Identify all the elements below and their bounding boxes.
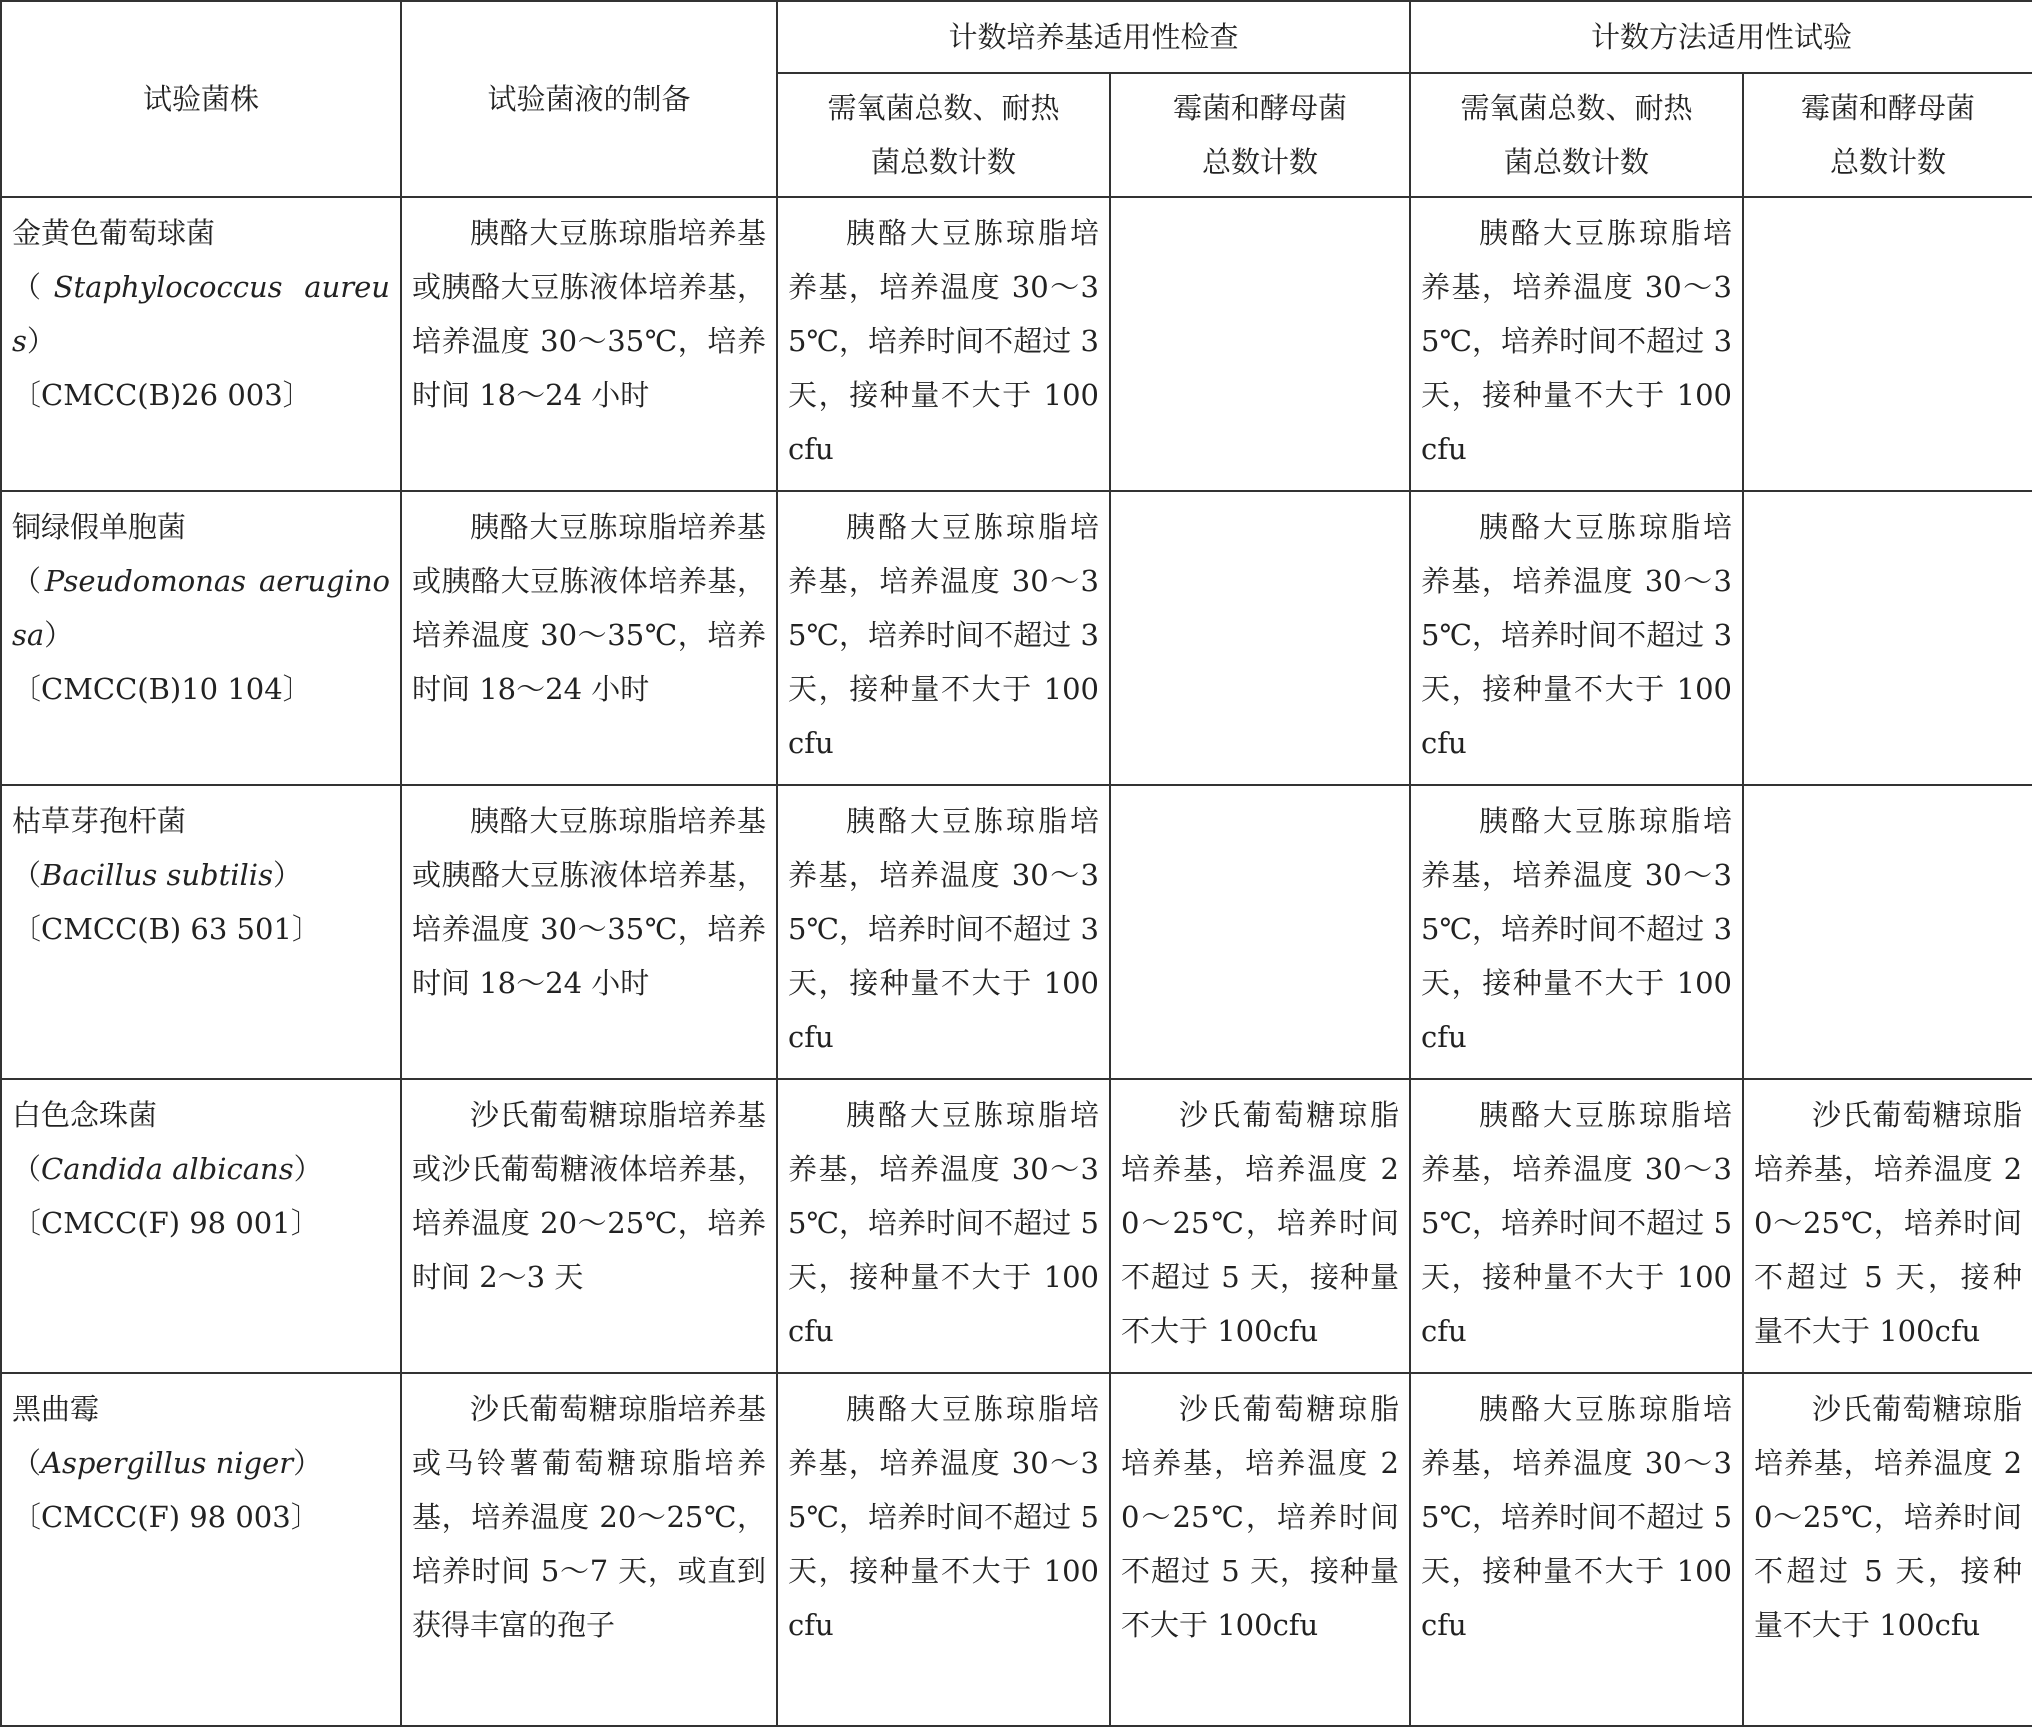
strain-name-latin: Bacillus subtilis: [41, 858, 273, 892]
strain-cell: 白色念珠菌 （Candida albicans） 〔CMCC(F) 98 001〕: [1, 1079, 401, 1373]
table-row: [1, 785, 2032, 1079]
table-row: [1, 1373, 2032, 1726]
strain-code: 〔CMCC(F) 98 001〕: [12, 1206, 320, 1240]
strain-name-cn: 黑曲霉: [12, 1392, 100, 1426]
method-aerobic-cell: 胰酪大豆胨琼脂培养基，培养温度 30～35℃，培养时间不超过 3 天，接种量不大于 100cfu: [1410, 197, 1743, 491]
table-row: [1, 197, 2032, 491]
header-method-aerobic: 需氧菌总数、耐热菌总数计数: [1410, 73, 1743, 197]
strain-name-cn: 金黄色葡萄球菌: [12, 216, 216, 250]
method-aerobic-cell: 胰酪大豆胨琼脂培养基，培养温度 30～35℃，培养时间不超过 3 天，接种量不大于 100cfu: [1410, 491, 1743, 785]
medium-aerobic-cell: 胰酪大豆胨琼脂培养基，培养温度 30～35℃，培养时间不超过 3 天，接种量不大于 100cfu: [777, 491, 1110, 785]
strain-name-cn: 枯草芽孢杆菌: [12, 804, 187, 838]
header-prep: 试验菌液的制备: [401, 1, 777, 197]
method-aerobic-cell: 胰酪大豆胨琼脂培养基，培养温度 30～35℃，培养时间不超过 3 天，接种量不大于 100cfu: [1410, 785, 1743, 1079]
method-mold-cell: 沙氏葡萄糖琼脂培养基，培养温度 20～25℃，培养时间不超过 5 天，接种量不大于 100cfu: [1743, 1373, 2032, 1726]
strain-name-latin: Candida albicans: [41, 1152, 294, 1186]
header-strain: 试验菌株: [1, 1, 401, 197]
medium-aerobic-cell: 胰酪大豆胨琼脂培养基，培养温度 30～35℃，培养时间不超过 3 天，接种量不大于 100cfu: [777, 785, 1110, 1079]
header-medium-mold: 霉菌和酵母菌总数计数: [1110, 73, 1410, 197]
prep-cell: 沙氏葡萄糖琼脂培养基或马铃薯葡萄糖琼脂培养基，培养温度 20～25℃，培养时间 5～7 天，或直到获得丰富的孢子: [401, 1373, 777, 1726]
strain-name-cn: 铜绿假单胞菌: [12, 510, 187, 544]
strain-code: 〔CMCC(F) 98 003〕: [12, 1500, 320, 1534]
header-method-mold: 霉菌和酵母菌总数计数: [1743, 73, 2032, 197]
strain-cell: 金黄色葡萄球菌 （Staphylococcus aureus） 〔CMCC(B)26 003〕: [1, 197, 401, 491]
strain-cell: 黑曲霉 （Aspergillus niger） 〔CMCC(F) 98 003〕: [1, 1373, 401, 1726]
strain-code: 〔CMCC(B)26 003〕: [12, 378, 312, 412]
medium-mold-cell: [1110, 785, 1410, 1079]
strain-name-latin: Aspergillus niger: [41, 1446, 294, 1480]
header-medium-aerobic: 需氧菌总数、耐热菌总数计数: [777, 73, 1110, 197]
strain-cell: 铜绿假单胞菌 （Pseudomonas aeruginosa） 〔CMCC(B)10 104〕: [1, 491, 401, 785]
prep-cell: 胰酪大豆胨琼脂培养基或胰酪大豆胨液体培养基，培养温度 30～35℃，培养时间 18～24 小时: [401, 491, 777, 785]
table-row: [1, 1079, 2032, 1373]
header-medium-suitability: 计数培养基适用性检查: [777, 1, 1410, 73]
header-method-suitability: 计数方法适用性试验: [1410, 1, 2032, 73]
prep-cell: 沙氏葡萄糖琼脂培养基或沙氏葡萄糖液体培养基，培养温度 20～25℃，培养时间 2～3 天: [401, 1079, 777, 1373]
prep-cell: 胰酪大豆胨琼脂培养基或胰酪大豆胨液体培养基，培养温度 30～35℃，培养时间 18～24 小时: [401, 785, 777, 1079]
medium-mold-cell: 沙氏葡萄糖琼脂培养基，培养温度 20～25℃，培养时间不超过 5 天，接种量不大于 100cfu: [1110, 1079, 1410, 1373]
medium-aerobic-cell: 胰酪大豆胨琼脂培养基，培养温度 30～35℃，培养时间不超过 3 天，接种量不大于 100cfu: [777, 197, 1110, 491]
medium-mold-cell: 沙氏葡萄糖琼脂培养基，培养温度 20～25℃，培养时间不超过 5 天，接种量不大于 100cfu: [1110, 1373, 1410, 1726]
strain-code: 〔CMCC(B)10 104〕: [12, 672, 312, 706]
medium-mold-cell: [1110, 197, 1410, 491]
medium-aerobic-cell: 胰酪大豆胨琼脂培养基，培养温度 30～35℃，培养时间不超过 5 天，接种量不大于 100cfu: [777, 1079, 1110, 1373]
table-row: [1, 491, 2032, 785]
method-mold-cell: 沙氏葡萄糖琼脂培养基，培养温度 20～25℃，培养时间不超过 5 天，接种量不大于 100cfu: [1743, 1079, 2032, 1373]
strain-code: 〔CMCC(B) 63 501〕: [12, 912, 321, 946]
method-mold-cell: [1743, 491, 2032, 785]
method-mold-cell: [1743, 197, 2032, 491]
medium-aerobic-cell: 胰酪大豆胨琼脂培养基，培养温度 30～35℃，培养时间不超过 5 天，接种量不大于 100cfu: [777, 1373, 1110, 1726]
medium-mold-cell: [1110, 491, 1410, 785]
method-aerobic-cell: 胰酪大豆胨琼脂培养基，培养温度 30～35℃，培养时间不超过 5 天，接种量不大于 100cfu: [1410, 1373, 1743, 1726]
strain-name-latin: Staphylococcus aureus: [12, 270, 390, 358]
strain-cell: 枯草芽孢杆菌 （Bacillus subtilis） 〔CMCC(B) 63 501〕: [1, 785, 401, 1079]
method-mold-cell: [1743, 785, 2032, 1079]
prep-cell: 胰酪大豆胨琼脂培养基或胰酪大豆胨液体培养基，培养温度 30～35℃，培养时间 18～24 小时: [401, 197, 777, 491]
strain-name-cn: 白色念珠菌: [12, 1098, 158, 1132]
strain-name-latin: Pseudomonas aeruginosa: [12, 564, 390, 652]
method-aerobic-cell: 胰酪大豆胨琼脂培养基，培养温度 30～35℃，培养时间不超过 5 天，接种量不大于 100cfu: [1410, 1079, 1743, 1373]
